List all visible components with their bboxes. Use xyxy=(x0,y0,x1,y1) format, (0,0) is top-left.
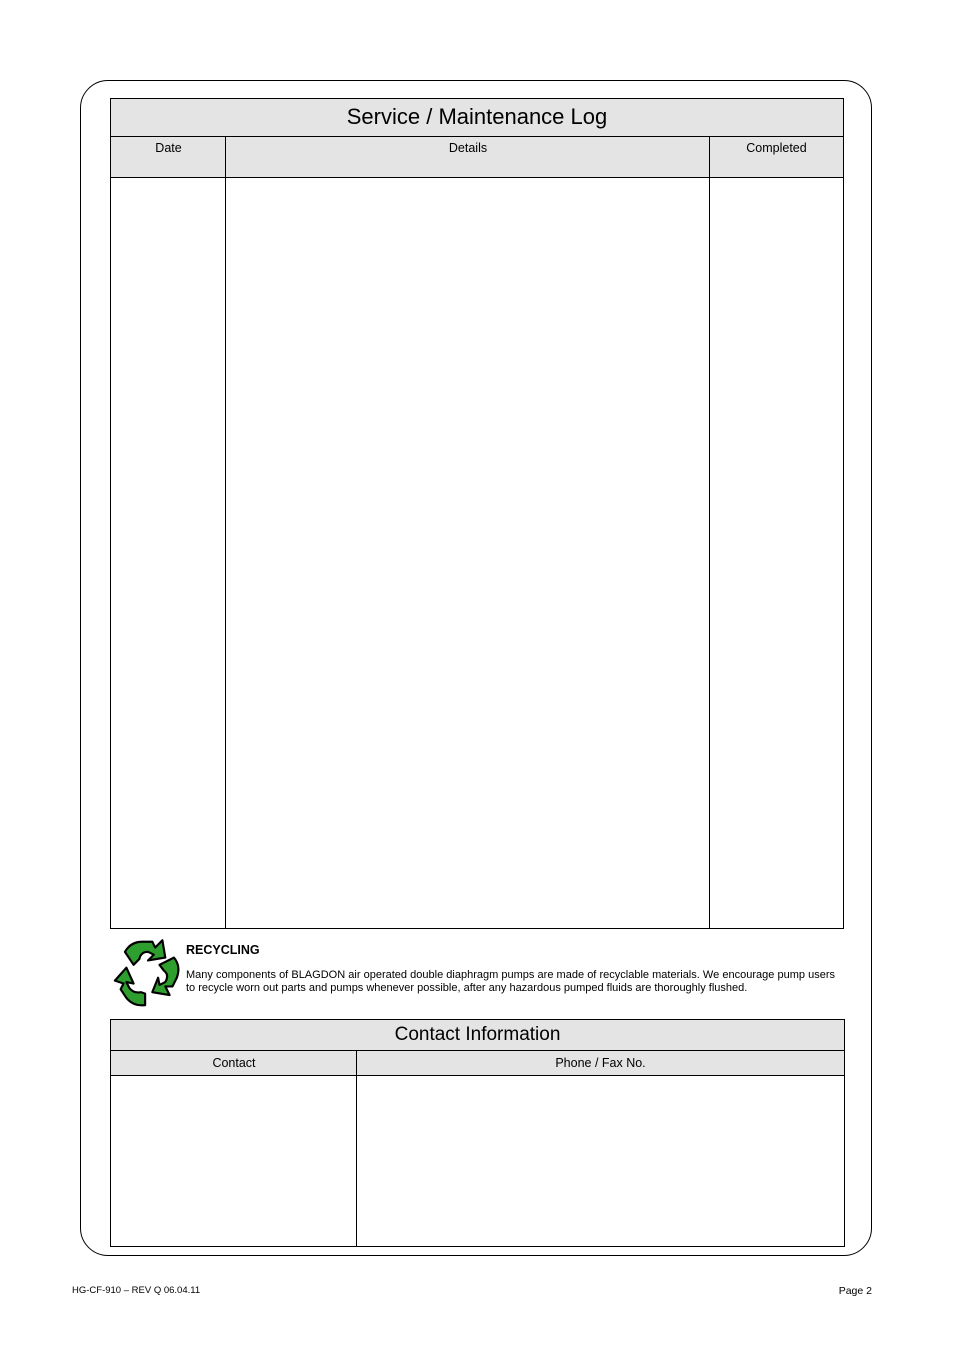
log-header-details: Details xyxy=(226,137,710,178)
recycling-title: RECYCLING xyxy=(186,943,260,957)
recycling-text: Many components of BLAGDON air operated double diaphragm pumps are made of recyclable materials. We encourage pump users to recycle worn out parts and pumps whenever possible, after any hazardous pumped fluids are thoroughly flushed. xyxy=(186,969,835,994)
log-header-date: Date xyxy=(111,137,226,178)
log-title: Service / Maintenance Log xyxy=(111,99,843,137)
log-completed-cell[interactable] xyxy=(710,178,843,928)
contact-header-phone-fax: Phone / Fax No. xyxy=(357,1051,844,1076)
page-number: Page 2 xyxy=(838,1285,872,1297)
log-date-cell[interactable] xyxy=(111,178,225,928)
contact-information-table xyxy=(110,1019,845,1247)
contact-name-cell[interactable] xyxy=(111,1076,356,1246)
contact-phone-cell[interactable] xyxy=(357,1076,844,1246)
maintenance-log-table xyxy=(110,98,844,929)
log-details-cell[interactable] xyxy=(226,178,709,928)
contact-header-contact: Contact xyxy=(111,1051,357,1076)
document-reference: HG-CF-910 – REV Q 06.04.11 xyxy=(72,1285,201,1296)
contact-title: Contact Information xyxy=(111,1020,844,1051)
recycle-icon xyxy=(112,936,184,1008)
log-header-completed: Completed xyxy=(710,137,843,178)
